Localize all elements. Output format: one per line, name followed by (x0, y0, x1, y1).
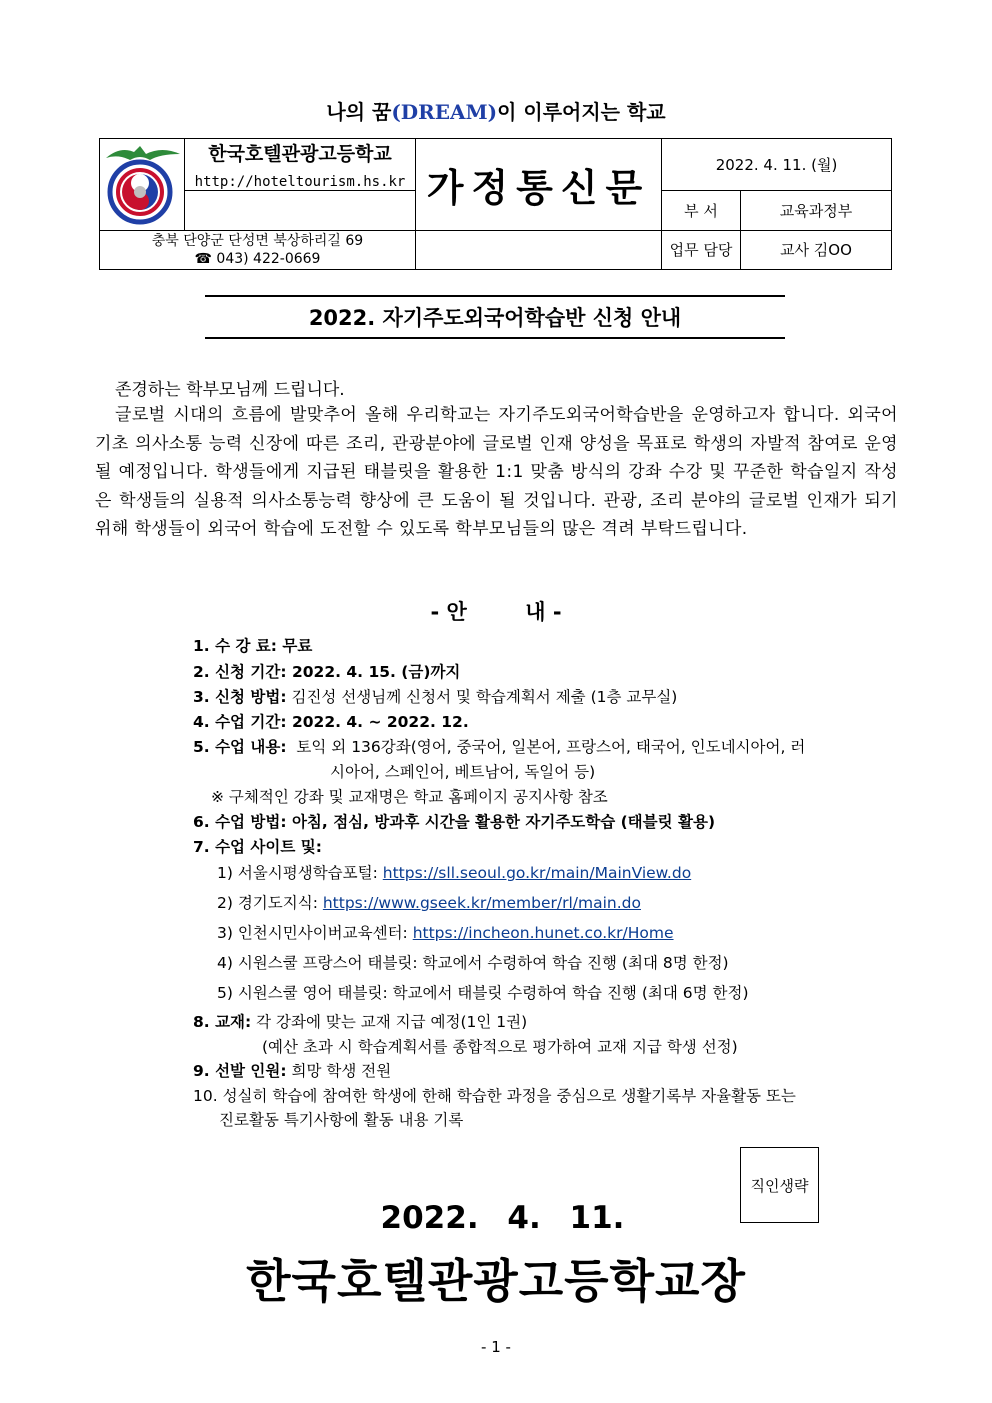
page-number: - 1 - (481, 1338, 511, 1356)
site-3-link[interactable]: https://incheon.hunet.co.kr/Home (412, 924, 674, 942)
seal-omitted-box: 직인생략 (740, 1147, 819, 1223)
staff-label: 업무 담당 (662, 230, 741, 270)
notice-item-10-cont: 진로활동 특기사항에 활동 내용 기록 (219, 1111, 464, 1129)
school-url[interactable]: http://hoteltourism.hs.kr (194, 174, 406, 190)
letter-subject: 2022. 자기주도외국어학습반 신청 안내 (205, 295, 785, 339)
title-spacer (416, 230, 662, 270)
notice-item-8-cont: (예산 초과 시 학습계획서를 종합적으로 평가하여 교재 지급 학생 선정) (262, 1038, 738, 1056)
school-info-spacer (185, 191, 416, 231)
notice-item-5-note: ※ 구체적인 강좌 및 교재명은 학교 홈페이지 공지사항 참조 (211, 788, 608, 806)
site-1-link[interactable]: https://sll.seoul.go.kr/main/MainView.do (382, 864, 692, 882)
greeting: 존경하는 학부모님께 드립니다. (115, 380, 345, 400)
item-5-text: 토익 외 136강좌(영어, 중국어, 일본어, 프랑스어, 태국어, 인도네시아어, 러 (286, 738, 806, 756)
item-3-text: 김진성 선생님께 신청서 및 학습계획서 제출 (1층 교무실) (286, 688, 678, 706)
site-3-label: 3) 인천시민사이버교육센터: (217, 924, 413, 942)
item-6-text: 아침, 점심, 방과후 시간을 활용한 자기주도학습 (태블릿 활용) (286, 813, 716, 831)
item-1-text: 무료 (276, 637, 313, 655)
site-item-5: 5) 시원스쿨 영어 태블릿: 학교에서 태블릿 수령하여 학습 진행 (최대 6명 한정) (217, 984, 749, 1002)
item-2-label: 2. 신청 기간: (193, 663, 287, 681)
school-address: 충북 단양군 단성면 북상하리길 69 (151, 232, 364, 249)
principal-signature: 한국호텔관광고등학교장 (246, 1254, 746, 1308)
notice-item-9 (193, 1059, 391, 1081)
school-address-cell (100, 230, 416, 270)
item-8-label: 8. 교재: (193, 1013, 252, 1031)
item-4-text: 2022. 4. ~ 2022. 12. (286, 713, 469, 731)
letter-header-table (99, 138, 892, 270)
slogan-dream: (DREAM) (391, 100, 498, 124)
item-1-label: 1. 수 강 료: (193, 637, 277, 655)
logo-cell (100, 139, 185, 231)
notice-item-1 (193, 634, 312, 656)
issue-date: 2022. 4. 11. (월) (662, 139, 892, 191)
site-2-link[interactable]: https://www.gseek.kr/member/rl/main.do (322, 894, 641, 912)
school-logo (100, 140, 184, 228)
notice-item-5 (193, 735, 805, 757)
site-1-label: 1) 서울시평생학습포털: (217, 864, 383, 882)
notice-item-10: 10. 성실히 학습에 참여한 학생에 한해 학습한 과정을 중심으로 생활기록부 자율활동 또는 (193, 1087, 796, 1105)
item-9-label: 9. 선발 인원: (193, 1062, 287, 1080)
notice-item-7 (193, 835, 322, 857)
slogan-post: 이 이루어지는 학교 (497, 100, 666, 124)
staff-value: 교사 김OO (741, 230, 892, 270)
site-2-label: 2) 경기도지식: (217, 894, 323, 912)
body-paragraph: 글로벌 시대의 흐름에 발맞추어 올해 우리학교는 자기주도외국어학습반을 운영하고자 합니다. 외국어 기초 의사소통 능력 신장에 따른 조리, 관광분야에 글로벌 인재 양성을 목표로 학생의 자발적 참여로 운영될 예정입니다. 학생들에게 지급된 태블릿을 활용한 1:1 맞춤 방식의 강좌 수강 및 꾸준한 학습일지 작성은 학생들의 실용적 의사소통능력 향상에 큰 도움이 될 것입니다. 관광, 조리 분야의 글로벌 인재가 되기 위해 학생들이 외국어 학습에 도전할 수 있도록 학부모님들의 많은 격려 부탁드립니다. (95, 405, 898, 539)
document-title: 가정통신문 (416, 139, 662, 231)
school-slogan (0, 96, 992, 125)
notice-item-8 (193, 1010, 527, 1032)
dept-label: 부 서 (662, 191, 741, 231)
notice-title: - 안 내 - (430, 600, 562, 624)
item-4-label: 4. 수업 기간: (193, 713, 287, 731)
site-item-2 (217, 891, 641, 913)
item-8-text: 각 강좌에 맞는 교재 지급 예정(1인 1권) (251, 1013, 528, 1031)
item-9-text: 희망 학생 전원 (286, 1062, 392, 1080)
school-info-cell (185, 139, 416, 191)
item-5-label: 5. 수업 내용: (193, 738, 287, 756)
item-7-label: 7. 수업 사이트 및: (193, 838, 322, 856)
site-item-1 (217, 861, 691, 883)
notice-item-2 (193, 660, 460, 682)
notice-item-6 (193, 810, 715, 832)
item-3-label: 3. 신청 방법: (193, 688, 287, 706)
signature-date: 2022. 4. 11. (380, 1200, 625, 1236)
notice-item-4 (193, 710, 469, 732)
notice-item-5-cont: 시아어, 스페인어, 베트남어, 독일어 등) (330, 763, 596, 781)
site-item-4: 4) 시원스쿨 프랑스어 태블릿: 학교에서 수령하여 학습 진행 (최대 8명 한정) (217, 954, 729, 972)
dept-value: 교육과정부 (741, 191, 892, 231)
item-6-label: 6. 수업 방법: (193, 813, 287, 831)
notice-item-3 (193, 685, 677, 707)
site-item-3 (217, 921, 674, 943)
school-phone: ☎ 043) 422-0669 (194, 250, 321, 267)
item-2-text: 2022. 4. 15. (금)까지 (286, 663, 461, 681)
school-name: 한국호텔관광고등학교 (208, 143, 392, 165)
slogan-pre: 나의 꿈 (326, 100, 392, 124)
